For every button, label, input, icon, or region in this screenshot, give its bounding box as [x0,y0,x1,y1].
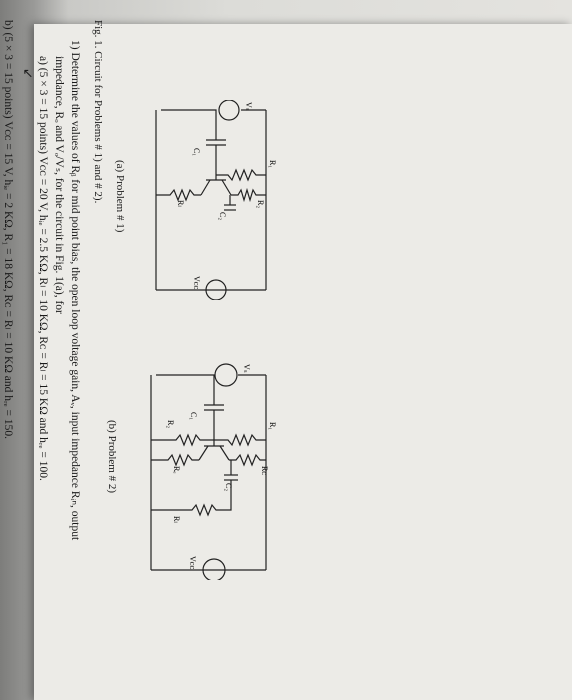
label-c1-b: C₁ [189,412,198,421]
label-r2-a: R₂ [256,200,265,209]
label-c2-b: C₂ [224,483,233,492]
label-rl-b: Rₗ [172,516,181,523]
problem-1-line-2: impedance, Rₒ and Vₒ/Vₛ, for the circuit in Fig. 1(a), for [53,56,65,314]
label-rc-b: Rᴄ [260,466,269,476]
circuit-figure-a [131,100,286,300]
label-r1-a: R₁ [268,160,277,169]
caption-a: (a) Problem # 1) [114,160,126,233]
label-c1-a: C₁ [192,148,201,157]
mouse-cursor-icon: ↖ [22,65,34,81]
label-rl-a: Rₗ [176,200,185,207]
label-r2-b: R₂ [166,420,175,429]
label-vcc-b: Vᴄᴄ [188,556,197,570]
label-vs-b: Vₛ [242,364,251,373]
figure-caption: Fig. 1. Circuit for Problems # 1) and # 2). [92,20,104,204]
label-re-b: Rₑ [172,466,181,474]
rotated-page-content [0,0,286,620]
circuit-figure-b [126,360,286,580]
label-r1-b: R₁ [268,422,277,431]
caption-b: (b) Problem # 2) [106,420,118,494]
problem-1-line-1: 1) Determine the values of Rᵦ for mid point bias, the open loop voltage gain, Aᵥ, input impedance Rᵢₙ, output [69,40,81,541]
label-vcc-a: Vᴄᴄ [192,276,201,290]
problem-1-part-a: a) (5 × 3 = 15 points) Vᴄᴄ = 20 V, hᵢₑ = 2.5 KΩ, Rₗ = 10 KΩ, Rᴄ = Rₗ = 15 KΩ and hᵣₑ = 100. [37,56,49,481]
label-vs-a: Vₛ [244,102,253,111]
label-c2-a: C₂ [218,212,227,221]
problem-2-part-b: b) (5 × 3 = 15 points) Vᴄᴄ = 15 V, hᵢₑ = 2 KΩ, R₁ = 18 KΩ, Rᴄ = Rₗ = 10 KΩ and hᵣₑ = 150. [2,20,14,439]
